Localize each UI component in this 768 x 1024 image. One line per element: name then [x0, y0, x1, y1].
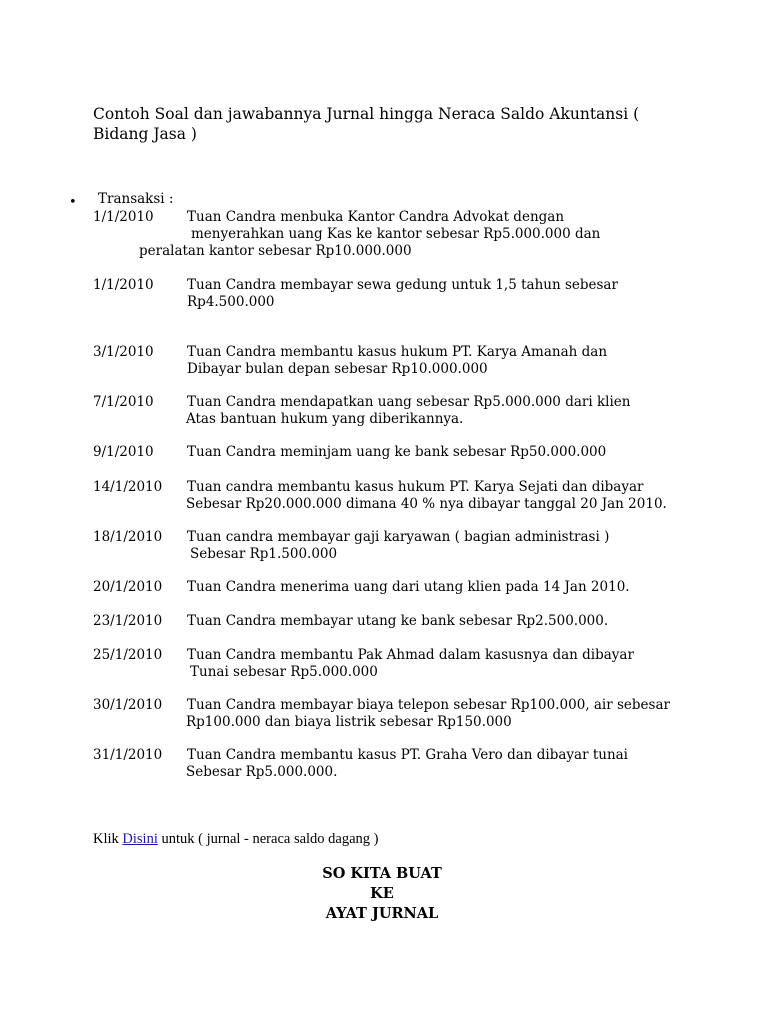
transaction-line: Tuan candra membantu kasus hukum PT. Karya Sejati dan dibayar: [187, 479, 644, 495]
closing-line-3: AYAT JURNAL: [325, 905, 439, 922]
transaction-line: Tuan Candra mendapatkan uang sebesar Rp5.000.000 dari klien: [187, 394, 631, 410]
closing-line-1: SO KITA BUAT: [322, 865, 442, 882]
transaction-line: Sebesar Rp1.500.000: [190, 546, 338, 562]
transaction-date: 25/1/2010: [93, 647, 163, 663]
disini-link[interactable]: Disini: [122, 831, 158, 847]
transaction-line: Tuan Candra membantu kasus hukum PT. Karya Amanah dan: [187, 344, 608, 360]
transaction-line: Rp100.000 dan biaya listrik sebesar Rp150.000: [186, 714, 512, 730]
transaction-line: Atas bantuan hukum yang diberikannya.: [186, 411, 464, 427]
transaction-line: Sebesar Rp5.000.000.: [186, 764, 338, 780]
transaction-date: 18/1/2010: [93, 529, 163, 545]
transaction-date: 3/1/2010: [93, 344, 154, 360]
transaction-line: Sebesar Rp20.000.000 dimana 40 % nya dibayar tanggal 20 Jan 2010.: [186, 496, 667, 512]
transaction-date: 30/1/2010: [93, 697, 163, 713]
transaction-date: 9/1/2010: [93, 444, 154, 460]
transaction-line: Tunai sebesar Rp5.000.000: [190, 664, 378, 680]
transaction-line: Tuan Candra membantu Pak Ahmad dalam kasusnya dan dibayar: [187, 647, 634, 663]
transaction-line: Tuan Candra membantu kasus PT. Graha Vero dan dibayar tunai: [187, 747, 629, 763]
transaction-line: Tuan candra membayar gaji karyawan ( bagian administrasi ): [187, 529, 610, 545]
bullet-icon: •: [69, 195, 77, 210]
transaction-line: Tuan Candra membayar biaya telepon sebesar Rp100.000, air sebesar: [187, 697, 670, 713]
closing-line-2: KE: [370, 885, 394, 902]
transaction-date: 1/1/2010: [93, 209, 154, 225]
transaction-line: Tuan Candra membayar utang ke bank sebesar Rp2.500.000.: [187, 613, 609, 629]
klik-prefix: Klik: [93, 831, 119, 847]
document-title: Contoh Soal dan jawabannya Jurnal hingga Neraca Saldo Akuntansi ( Bidang Jasa ): [93, 105, 640, 143]
transaction-date: 23/1/2010: [93, 613, 163, 629]
transaction-line: Tuan Candra membayar sewa gedung untuk 1,5 tahun sebesar: [187, 277, 618, 293]
transaction-date: 14/1/2010: [93, 479, 163, 495]
transactions-label: Transaksi :: [98, 191, 174, 207]
transaction-date: 31/1/2010: [93, 747, 163, 763]
transaction-date: 7/1/2010: [93, 394, 154, 410]
klik-suffix: untuk ( jurnal - neraca saldo dagang ): [161, 831, 379, 847]
transaction-line: Tuan Candra meminjam uang ke bank sebesar Rp50.000.000: [187, 444, 607, 460]
klik-line: [93, 830, 379, 848]
transaction-line: menyerahkan uang Kas ke kantor sebesar Rp5.000.000 dan: [191, 226, 601, 242]
transaction-line: Rp4.500.000: [187, 294, 275, 310]
transaction-line: Tuan Candra menerima uang dari utang klien pada 14 Jan 2010.: [187, 579, 630, 595]
transaction-date: 1/1/2010: [93, 277, 154, 293]
transaction-line: peralatan kantor sebesar Rp10.000.000: [139, 243, 412, 259]
transaction-line: Dibayar bulan depan sebesar Rp10.000.000: [187, 361, 488, 377]
transaction-line: Tuan Candra menbuka Kantor Candra Advokat dengan: [187, 209, 565, 225]
transaction-date: 20/1/2010: [93, 579, 163, 595]
